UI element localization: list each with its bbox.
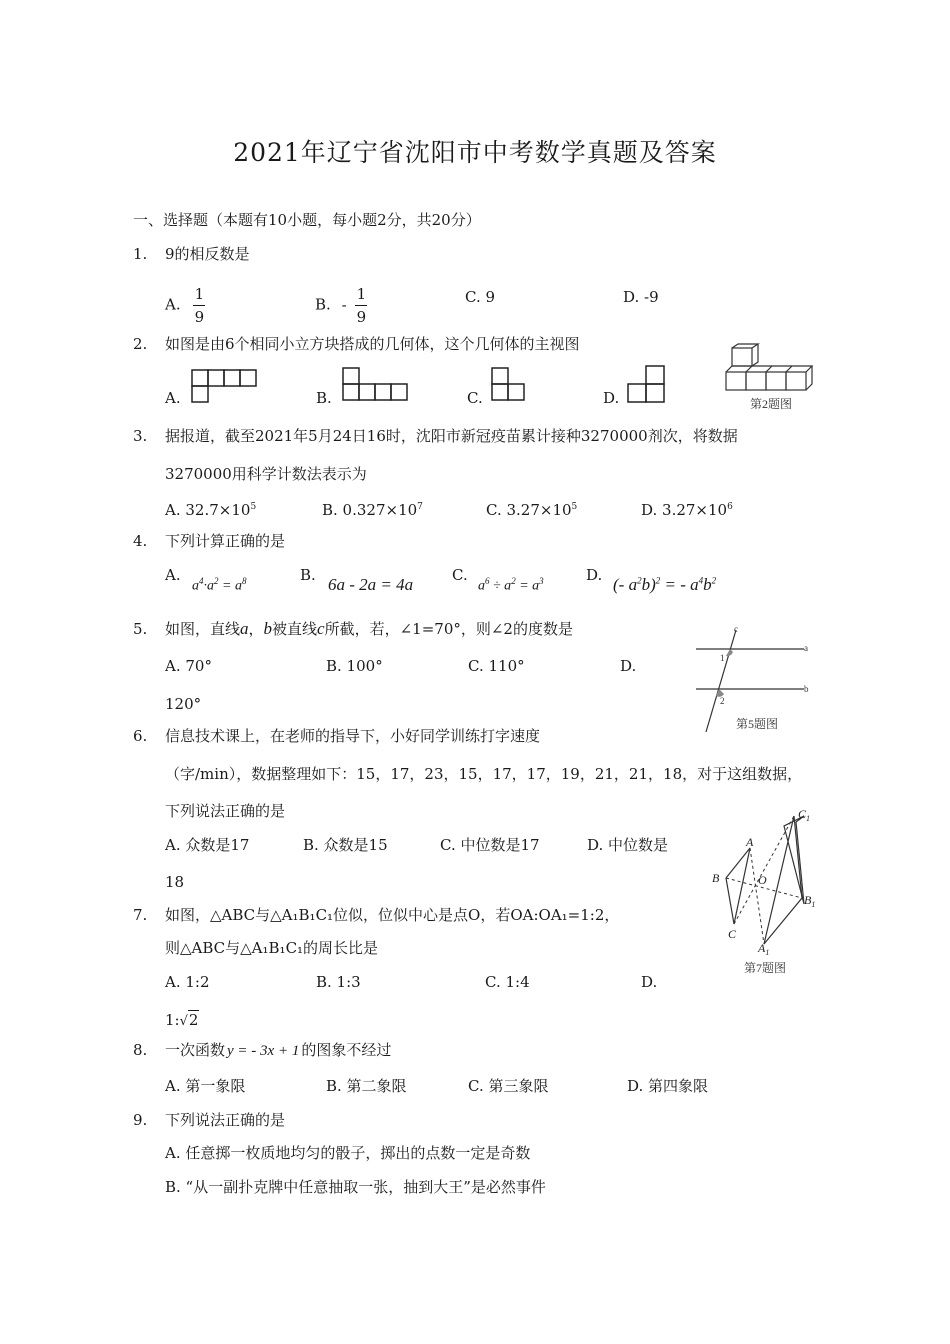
q3-option-b: B. $0.327\times 10^7$ bbox=[322, 501, 423, 519]
q6-number: 6. bbox=[133, 727, 148, 745]
q8-option-b: B. 第二象限 bbox=[326, 1077, 407, 1095]
q2-option-b-label: B. bbox=[316, 389, 332, 407]
q9-option-b: B. “从一副扑克牌中任意抽取一张，抽到大王”是必然事件 bbox=[165, 1178, 546, 1196]
q2-figure-caption: 第2题图 bbox=[750, 397, 793, 411]
q7-stem-line1: 如图，△ABC与△A₁B₁C₁位似，位似中心是点O，若OA:OA₁=1:2， bbox=[165, 906, 620, 924]
q7-option-d: D. bbox=[641, 973, 658, 991]
q2-3d-figure bbox=[718, 342, 826, 414]
q1-fraction-b: $\frac{1}{9}$ bbox=[356, 285, 367, 326]
q6-stem-line2: （字/min），数据整理如下：15，17，23，15，17，17，19，21，21，18，对于这组数据， bbox=[165, 765, 803, 783]
q4-option-b-label: B. bbox=[300, 566, 316, 584]
q2-option-c-figure bbox=[490, 366, 530, 404]
q5-option-d: D. bbox=[620, 657, 637, 675]
q9-stem: 下列说法正确的是 bbox=[165, 1111, 286, 1129]
q5-option-b: B. 100° bbox=[326, 657, 383, 675]
q7-figure bbox=[706, 806, 826, 976]
q4-option-a-expr: $a^4\cdot a^2 = a^8$ bbox=[192, 576, 247, 594]
svg-text:a: a bbox=[804, 643, 808, 653]
q7-number: 7. bbox=[133, 906, 148, 924]
q2-stem: 如图是由6个相同小立方块搭成的几何体，这个几何体的主视图 bbox=[165, 335, 580, 353]
q1-stem: 9的相反数是 bbox=[165, 245, 250, 263]
q6-option-c: C. 中位数是17 bbox=[440, 836, 540, 854]
q4-stem: 下列计算正确的是 bbox=[165, 532, 286, 550]
q8-number: 8. bbox=[133, 1041, 148, 1059]
svg-text:O: O bbox=[758, 873, 767, 887]
q1-option-c: C. 9 bbox=[465, 288, 496, 306]
q5-figure bbox=[694, 624, 816, 734]
q2-number: 2. bbox=[133, 335, 148, 353]
svg-text:A1: $A_1$ bbox=[758, 941, 770, 957]
q4-option-c-label: C. bbox=[452, 566, 468, 584]
q2-option-a-figure bbox=[190, 368, 260, 404]
q5-option-d-value: 120° bbox=[165, 695, 202, 713]
svg-text:A: A bbox=[746, 835, 754, 849]
q3-option-d: D. $3.27\times 10^6$ bbox=[641, 501, 733, 519]
q4-option-a-label: A. bbox=[165, 566, 181, 584]
q4-option-c-expr: $a^6 \div a^2 = a^3$ bbox=[478, 576, 544, 594]
q2-option-d-label: D. bbox=[603, 389, 620, 407]
q1-option-a: A. $\frac{1}{9}$ bbox=[165, 285, 205, 326]
q6-option-d: D. 中位数是 bbox=[587, 836, 669, 854]
q5-option-c: C. 110° bbox=[468, 657, 525, 675]
q1-number: 1. bbox=[133, 245, 148, 263]
q6-option-b: B. 众数是15 bbox=[303, 836, 388, 854]
svg-text:b: b bbox=[804, 684, 809, 694]
q7-option-d-value: 1:√2 bbox=[165, 1011, 199, 1029]
q2-option-b-figure bbox=[340, 366, 412, 404]
q6-stem-line3: 下列说法正确的是 bbox=[165, 802, 286, 820]
q3-option-a: A. $32.7\times 10^5$ bbox=[165, 501, 257, 519]
q5-stem: 如图，直线a，b被直线c所截，若，∠1=70°，则∠2的度数是 bbox=[165, 619, 573, 638]
q7-stem-line2: 则△ABC与△A₁B₁C₁的周长比是 bbox=[165, 939, 379, 957]
q5-number: 5. bbox=[133, 620, 148, 638]
svg-text:B1: $B_1$ bbox=[804, 893, 816, 909]
q3-number: 3. bbox=[133, 427, 148, 445]
svg-text:C: C bbox=[728, 927, 737, 941]
q8-option-c: C. 第三象限 bbox=[468, 1077, 549, 1095]
section-heading: 一、选择题（本题有10小题，每小题2分，共20分） bbox=[133, 211, 481, 229]
svg-text:C1: $C_1$ bbox=[798, 807, 811, 823]
q3-stem-line2: 3270000用科学计数法表示为 bbox=[165, 465, 367, 483]
q6-option-a: A. 众数是17 bbox=[165, 836, 250, 854]
svg-text:2: 2 bbox=[720, 696, 725, 706]
q6-stem-line1: 信息技术课上，在老师的指导下，小好同学训练打字速度 bbox=[165, 727, 541, 745]
svg-text:1: 1 bbox=[720, 653, 725, 663]
q5-option-a: A. 70° bbox=[165, 657, 212, 675]
q4-option-d-expr: (- $a^2b)^2$ = - $a^4b^2$ bbox=[613, 575, 717, 594]
q3-stem-line1: 据报道，截至2021年5月24日16时，沈阳市新冠疫苗累计接种3270000剂次，将数据 bbox=[165, 427, 738, 445]
q4-number: 4. bbox=[133, 532, 148, 550]
q1-option-b: B. - $\frac{1}{9}$ bbox=[315, 285, 367, 326]
q9-number: 9. bbox=[133, 1111, 148, 1129]
page-title: 2021年辽宁省沈阳市中考数学真题及答案 bbox=[233, 138, 717, 167]
svg-text:c: c bbox=[734, 624, 738, 634]
q4-option-d-label: D. bbox=[586, 566, 603, 584]
q4-option-b-expr: 6a - 2a = 4a bbox=[328, 575, 414, 594]
q9-option-a: A. 任意掷一枚质地均匀的骰子，掷出的点数一定是奇数 bbox=[165, 1144, 531, 1162]
q7-option-c: C. 1:4 bbox=[485, 973, 530, 991]
q7-option-b: B. 1:3 bbox=[316, 973, 361, 991]
q6-option-d-value: 18 bbox=[165, 873, 185, 891]
q3-option-c: C. $3.27\times 10^5$ bbox=[486, 501, 578, 519]
q8-stem: 一次函数 y = - 3x + 1 的图象不经过 bbox=[165, 1041, 392, 1059]
q2-option-c-label: C. bbox=[467, 389, 483, 407]
q7-option-a: A. 1:2 bbox=[165, 973, 210, 991]
q7-figure-caption: 第7题图 bbox=[744, 961, 787, 975]
q1-fraction-a: $\frac{1}{9}$ bbox=[194, 285, 205, 326]
q8-option-a: A. 第一象限 bbox=[165, 1077, 246, 1095]
svg-text:B: B bbox=[712, 871, 720, 885]
q2-option-a-label: A. bbox=[165, 389, 181, 407]
q2-option-d-figure bbox=[626, 364, 668, 404]
q8-option-d: D. 第四象限 bbox=[627, 1077, 709, 1095]
q1-option-d: D. -9 bbox=[623, 288, 659, 306]
q5-figure-caption: 第5题图 bbox=[736, 717, 779, 731]
